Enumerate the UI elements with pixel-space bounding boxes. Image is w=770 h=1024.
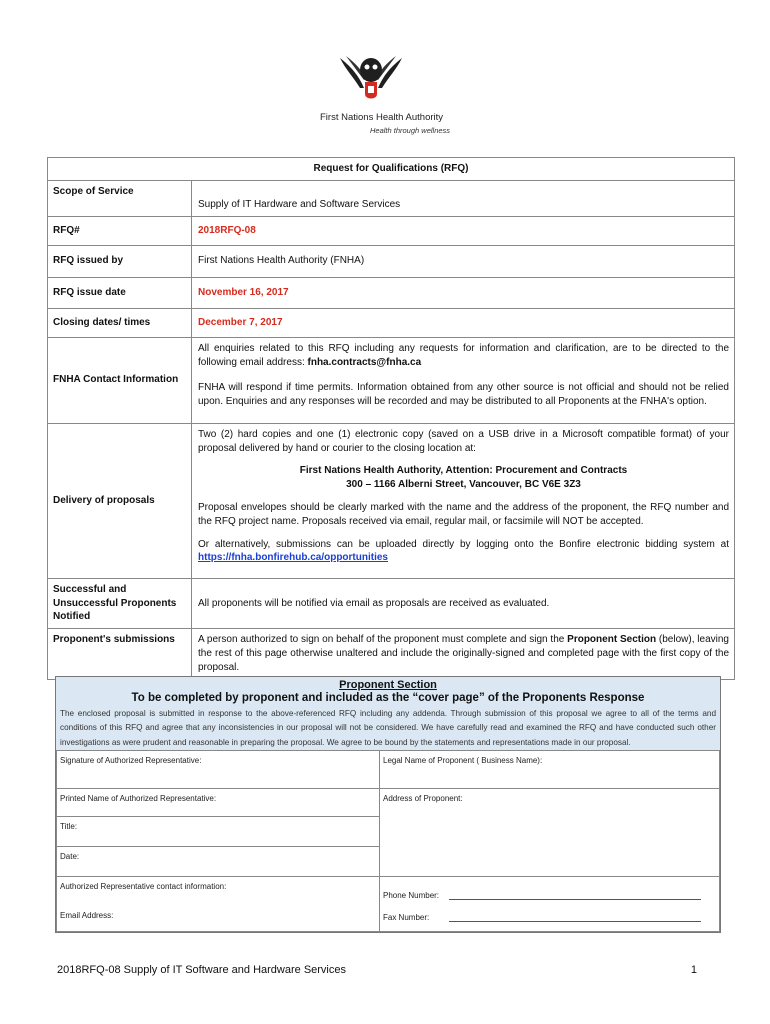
table-row: [48, 277, 735, 308]
table-row: [48, 308, 735, 337]
issue-date-value: November 16, 2017: [198, 286, 289, 298]
proponent-form: [56, 750, 720, 932]
table-row: [48, 180, 735, 216]
address-label: Address of Proponent:: [383, 794, 463, 804]
rfq-number-label: RFQ#: [48, 216, 192, 245]
title-label: Title:: [60, 822, 78, 832]
delivery-address-line1: First Nations Health Authority, Attention: Procurement and Contracts: [299, 465, 628, 477]
rfq-table: [47, 157, 735, 680]
issued-by-label: RFQ issued by: [48, 245, 192, 277]
table-row: [48, 216, 735, 245]
issue-date-label: RFQ issue date: [48, 277, 192, 308]
rfq-title: Request for Qualifications (RFQ): [48, 158, 735, 181]
page-number: 1: [690, 964, 697, 976]
contact-label: FNHA Contact Information: [48, 337, 192, 423]
proponent-title: Proponent Section: [339, 679, 437, 691]
printed-name-field[interactable]: [57, 789, 380, 817]
notified-value: All proponents will be notified via email as proposals are received as evaluated.: [192, 578, 735, 628]
delivery-online-text: Or alternatively, submissions can be uploaded directly by logging onto the Bonfire electronic bidding system at https://fnha.bonfirehub.ca/opportunities: [198, 538, 729, 564]
phone-fax-field: [380, 877, 720, 932]
printed-name-label: Printed Name of Authorized Representative:: [60, 794, 217, 804]
signature-label: Signature of Authorized Representative:: [60, 756, 202, 766]
table-row: [48, 629, 735, 679]
phone-label: Phone Number:: [383, 891, 440, 901]
footer-doc-title: 2018RFQ-08 Supply of IT Software and Hardware Services: [57, 964, 346, 976]
scope-label: Scope of Service: [48, 180, 192, 216]
delivery-marking-text: Proposal envelopes should be clearly marked with the name and the address of the proponent, the RFQ number and the RFQ project name. Proposals received via email, regular mail, or facsimile will NOT be accepted.: [198, 501, 729, 527]
date-label: Date:: [60, 852, 80, 862]
contact-info-field: [57, 877, 380, 932]
proponent-header: [56, 677, 720, 707]
rfq-title-row: [48, 158, 735, 181]
legal-name-field[interactable]: [380, 751, 720, 789]
fax-label: Fax Number:: [383, 913, 430, 923]
address-field[interactable]: [380, 789, 720, 877]
delivery-address-line2: 300 – 1166 Alberni Street, Vancouver, BC V6E 3Z3: [346, 479, 581, 491]
delivery-label: Delivery of proposals: [48, 423, 192, 578]
contact-info-label: Authorized Representative contact information:: [60, 882, 227, 892]
contact-text: All enquiries related to this RFQ including any requests for information and clarification, are to be directed to the following email address: fnha.contracts@fnha.ca: [198, 342, 729, 368]
closing-value: December 7, 2017: [198, 316, 283, 328]
proponent-section: [55, 676, 721, 933]
scope-value: Supply of IT Hardware and Software Services: [192, 180, 735, 216]
table-row: [48, 578, 735, 628]
submissions-label: Proponent's submissions: [48, 629, 192, 679]
signature-field[interactable]: [57, 751, 380, 789]
table-row: [48, 423, 735, 578]
issued-by-value: First Nations Health Authority (FNHA): [192, 245, 735, 277]
table-row: [48, 245, 735, 277]
rfq-number-value: 2018RFQ-08: [198, 224, 256, 236]
closing-label: Closing dates/ times: [48, 308, 192, 337]
submissions-value: A person authorized to sign on behalf of the proponent must complete and sign the Proponent Section (below), leaving the rest of this page otherwise unaltered and include the originally-signed and completed page with the first copy of the proposal.: [192, 629, 735, 679]
delivery-text: Two (2) hard copies and one (1) electronic copy (saved on a USB drive in a Microsoft compatible format) of your proposal delivered by hand or courier to the closing location at:: [198, 428, 729, 454]
logo-name: First Nations Health Authority: [320, 112, 444, 123]
fnha-emblem-icon: [336, 48, 406, 108]
contact-response-text: FNHA will respond if time permits. Information obtained from any other source is not official and should not be relied upon. Enquiries and any responses will be recorded and may be distributed to all Proponents at the FNHA's option.: [198, 382, 729, 408]
email-address-label: Email Address:: [60, 911, 114, 921]
proponent-subtitle: To be completed by proponent and included as the “cover page” of the Proponents Response: [131, 692, 645, 704]
logo-tagline: Health through wellness: [370, 126, 451, 135]
contact-email-link[interactable]: fnha.contracts@fnha.ca: [307, 356, 422, 368]
fax-input[interactable]: [449, 914, 701, 922]
bonfire-link[interactable]: https://fnha.bonfirehub.ca/opportunities: [198, 552, 388, 564]
date-field[interactable]: [57, 847, 380, 877]
proponent-body-text: The enclosed proposal is submitted in response to the above-referenced RFQ including any addenda. Through submission of this proposal we agree to all of the terms and conditions of this RFQ and agree that any inconsistencies in our proposal will not be considered. We have carefully read and examined the RFQ and have conducted such other investigations as were prudent and reasonable in preparing the proposal. We agree to be bound by the statements and representations made in our proposal.: [56, 707, 720, 750]
legal-name-label: Legal Name of Proponent ( Business Name):: [383, 756, 543, 766]
notified-label: Successful and Unsuccessful Proponents Notified: [48, 578, 192, 628]
phone-input[interactable]: [449, 892, 701, 900]
table-row: [48, 337, 735, 423]
fnha-logo: [300, 48, 480, 143]
title-field[interactable]: [57, 817, 380, 847]
